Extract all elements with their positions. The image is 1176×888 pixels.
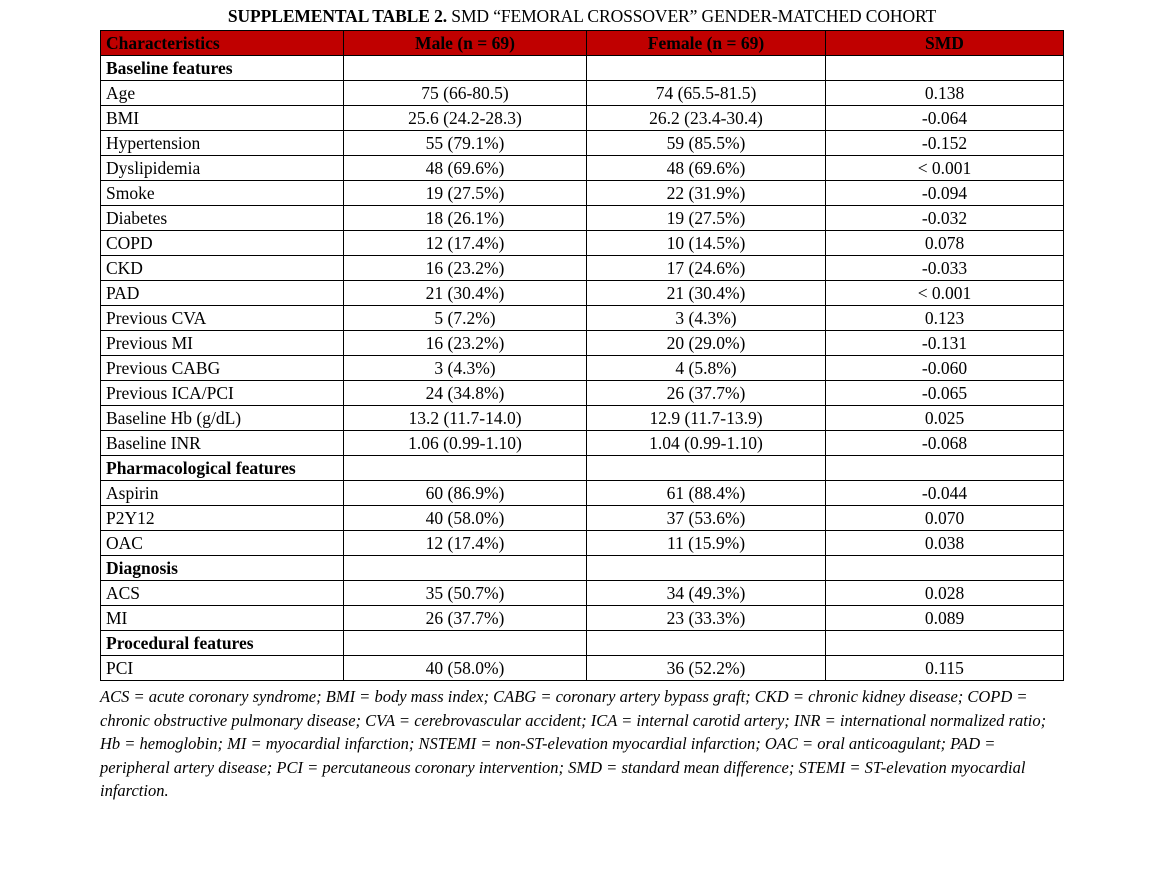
cell-smd: 0.123 [826,306,1064,331]
cell-male: 13.2 (11.7-14.0) [344,406,587,431]
cell-smd: < 0.001 [826,281,1064,306]
cell-smd: -0.032 [826,206,1064,231]
cell-female: 48 (69.6%) [587,156,826,181]
page-title [100,6,1064,30]
row-label: BMI [101,106,344,131]
table-row [101,581,1064,606]
cell-female: 59 (85.5%) [587,131,826,156]
row-label: MI [101,606,344,631]
column-header-smd: SMD [826,31,1064,56]
cell-female: 1.04 (0.99-1.10) [587,431,826,456]
cell-smd: -0.033 [826,256,1064,281]
cell-female [587,556,826,581]
cell-smd [826,56,1064,81]
cell-smd: -0.065 [826,381,1064,406]
row-label: Smoke [101,181,344,206]
cell-male: 60 (86.9%) [344,481,587,506]
table-row [101,481,1064,506]
cell-smd: 0.038 [826,531,1064,556]
cell-female: 17 (24.6%) [587,256,826,281]
row-label: OAC [101,531,344,556]
cell-male [344,631,587,656]
cell-male: 19 (27.5%) [344,181,587,206]
cell-male: 5 (7.2%) [344,306,587,331]
cell-female: 20 (29.0%) [587,331,826,356]
table-row [101,131,1064,156]
column-header-male: Male (n = 69) [344,31,587,56]
cell-smd: -0.064 [826,106,1064,131]
table-group-row [101,56,1064,81]
cell-smd: 0.025 [826,406,1064,431]
table-row [101,431,1064,456]
table-row [101,381,1064,406]
row-label: PAD [101,281,344,306]
row-label: ACS [101,581,344,606]
cell-smd [826,556,1064,581]
cell-female: 36 (52.2%) [587,656,826,681]
table-body [101,56,1064,681]
cell-smd [826,456,1064,481]
cell-male: 18 (26.1%) [344,206,587,231]
row-label: Age [101,81,344,106]
cell-female [587,456,826,481]
cell-smd: 0.115 [826,656,1064,681]
cell-female: 22 (31.9%) [587,181,826,206]
cell-female: 26.2 (23.4-30.4) [587,106,826,131]
table-group-row [101,556,1064,581]
table-group-row [101,631,1064,656]
table-row [101,406,1064,431]
cell-female: 34 (49.3%) [587,581,826,606]
table-row [101,206,1064,231]
cell-male [344,556,587,581]
row-label: Procedural features [101,631,344,656]
cell-female [587,56,826,81]
cell-male [344,56,587,81]
cell-smd: 0.070 [826,506,1064,531]
cell-male: 24 (34.8%) [344,381,587,406]
cell-male: 55 (79.1%) [344,131,587,156]
cell-smd [826,631,1064,656]
cell-smd: -0.060 [826,356,1064,381]
cell-male: 3 (4.3%) [344,356,587,381]
cell-female: 37 (53.6%) [587,506,826,531]
row-label: Dyslipidemia [101,156,344,181]
table-row [101,306,1064,331]
cell-male: 35 (50.7%) [344,581,587,606]
table-row [101,331,1064,356]
table-group-row [101,456,1064,481]
cell-female: 26 (37.7%) [587,381,826,406]
row-label: CKD [101,256,344,281]
row-label: Baseline INR [101,431,344,456]
row-label: PCI [101,656,344,681]
table-row [101,606,1064,631]
cell-female: 21 (30.4%) [587,281,826,306]
table-row [101,506,1064,531]
row-label: Hypertension [101,131,344,156]
row-label: Baseline Hb (g/dL) [101,406,344,431]
cell-female: 11 (15.9%) [587,531,826,556]
row-label: P2Y12 [101,506,344,531]
table-row [101,156,1064,181]
table-row [101,256,1064,281]
cell-male: 12 (17.4%) [344,231,587,256]
table-row [101,281,1064,306]
cell-male: 16 (23.2%) [344,256,587,281]
header-row [101,31,1064,56]
table-row [101,356,1064,381]
cell-male: 75 (66-80.5) [344,81,587,106]
cell-male: 12 (17.4%) [344,531,587,556]
supplemental-table-2 [100,30,1064,681]
cell-male: 26 (37.7%) [344,606,587,631]
cell-male: 25.6 (24.2-28.3) [344,106,587,131]
cell-male: 21 (30.4%) [344,281,587,306]
cell-female: 23 (33.3%) [587,606,826,631]
cell-smd: -0.152 [826,131,1064,156]
cell-female: 10 (14.5%) [587,231,826,256]
cell-female [587,631,826,656]
cell-female: 4 (5.8%) [587,356,826,381]
cell-smd: -0.131 [826,331,1064,356]
cell-female: 61 (88.4%) [587,481,826,506]
table-row [101,231,1064,256]
cell-smd: 0.089 [826,606,1064,631]
table-header [101,31,1064,56]
cell-female: 3 (4.3%) [587,306,826,331]
cell-female: 12.9 (11.7-13.9) [587,406,826,431]
cell-smd: -0.044 [826,481,1064,506]
cell-smd: 0.028 [826,581,1064,606]
row-label: Previous ICA/PCI [101,381,344,406]
cell-male: 1.06 (0.99-1.10) [344,431,587,456]
table-row [101,531,1064,556]
cell-female: 74 (65.5-81.5) [587,81,826,106]
cell-smd: 0.078 [826,231,1064,256]
column-header-characteristics: Characteristics [101,31,344,56]
table-row [101,181,1064,206]
table-footnote: ACS = acute coronary syndrome; BMI = body mass index; CABG = coronary artery bypass graft; CKD = chronic kidney disease; COPD = chronic obstructive pulmonary disease; CVA = cerebrovascular accident; ICA = internal carotid artery; INR = international normalized ratio; Hb = hemoglobin; MI = myocardial infarction; NSTEMI = non-ST-elevation myocardial infarction; OAC = oral anticoagulant; PAD = peripheral artery disease; PCI = percutaneous coronary intervention; SMD = standard mean difference; STEMI = ST-elevation myocardial infarction. [100,687,1047,800]
row-label: Previous CVA [101,306,344,331]
row-label: Diabetes [101,206,344,231]
row-label: Pharmacological features [101,456,344,481]
table-row [101,106,1064,131]
table-number-label: SUPPLEMENTAL TABLE 2. [227,6,448,26]
cell-male: 40 (58.0%) [344,656,587,681]
cell-male: 40 (58.0%) [344,506,587,531]
row-label: Baseline features [101,56,344,81]
cell-smd: 0.138 [826,81,1064,106]
cell-smd: -0.094 [826,181,1064,206]
table-row [101,656,1064,681]
table-container [100,6,1064,803]
row-label: Previous MI [101,331,344,356]
row-label: COPD [101,231,344,256]
cell-male: 16 (23.2%) [344,331,587,356]
cell-smd: -0.068 [826,431,1064,456]
cell-female: 19 (27.5%) [587,206,826,231]
cell-male: 48 (69.6%) [344,156,587,181]
row-label: Aspirin [101,481,344,506]
cell-smd: < 0.001 [826,156,1064,181]
cell-male [344,456,587,481]
row-label: Diagnosis [101,556,344,581]
row-label: Previous CABG [101,356,344,381]
table-row [101,81,1064,106]
table-title-text: SMD “FEMORAL CROSSOVER” GENDER-MATCHED COHORT [447,6,937,26]
column-header-female: Female (n = 69) [587,31,826,56]
